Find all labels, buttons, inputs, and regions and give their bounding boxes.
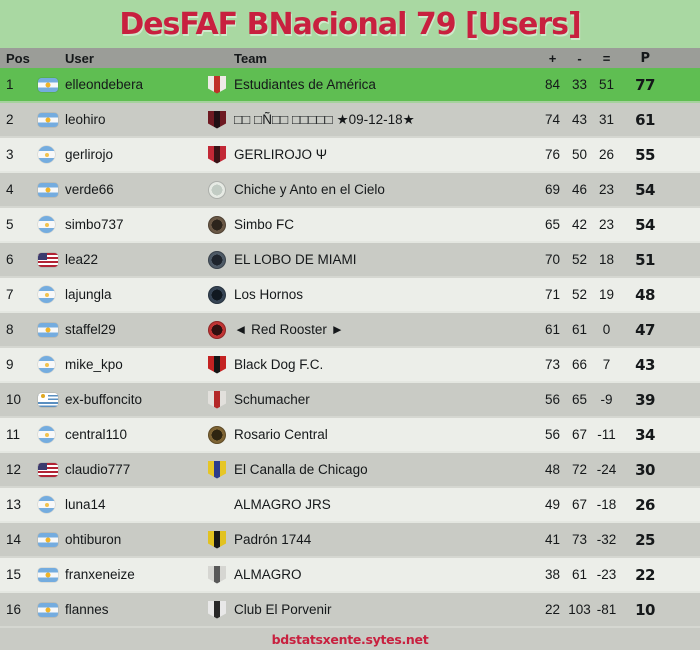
header-minus: - <box>577 50 582 66</box>
argentina-circle-flag-icon <box>38 356 55 373</box>
argentina-circle-flag-icon <box>38 216 55 233</box>
table-row <box>0 208 700 243</box>
goals-against-cell: 65 <box>571 392 588 407</box>
position-cell: 6 <box>6 252 14 267</box>
goals-against-cell: 46 <box>571 182 588 197</box>
goal-diff-cell: 23 <box>598 217 615 232</box>
goal-diff-cell: 23 <box>598 182 615 197</box>
table-row <box>0 68 700 103</box>
points-cell: 43 <box>635 355 655 374</box>
team-badge-icon <box>208 426 226 444</box>
points-cell: 30 <box>635 460 655 479</box>
goals-for-cell: 56 <box>544 427 561 442</box>
team-name-cell: EL LOBO DE MIAMI <box>234 252 357 267</box>
points-cell: 61 <box>635 110 655 129</box>
goal-diff-cell: 51 <box>598 77 615 92</box>
goal-diff-cell: -81 <box>596 602 617 617</box>
header-team: Team <box>234 50 267 66</box>
goals-against-cell: 67 <box>571 497 588 512</box>
team-badge-icon <box>208 76 226 94</box>
username-cell: central110 <box>65 427 128 442</box>
goals-against-cell: 43 <box>571 112 588 127</box>
team-badge-icon <box>208 286 226 304</box>
points-cell: 26 <box>635 495 655 514</box>
points-cell: 34 <box>635 425 655 444</box>
position-cell: 15 <box>6 567 22 582</box>
goal-diff-cell: -24 <box>596 462 617 477</box>
team-badge-icon <box>208 181 226 199</box>
position-cell: 10 <box>6 392 22 407</box>
goals-for-cell: 56 <box>544 392 561 407</box>
goal-diff-cell: 0 <box>602 322 611 337</box>
points-cell: 22 <box>635 565 655 584</box>
team-name-cell: ALMAGRO <box>234 567 302 582</box>
goals-for-cell: 65 <box>544 217 561 232</box>
points-cell: 77 <box>635 75 655 94</box>
goals-for-cell: 41 <box>544 532 561 547</box>
goals-for-cell: 70 <box>544 252 561 267</box>
team-name-cell: Padrón 1744 <box>234 532 312 547</box>
goals-for-cell: 49 <box>544 497 561 512</box>
team-badge-icon <box>208 216 226 234</box>
team-badge-icon <box>208 461 226 479</box>
team-badge-icon <box>208 531 226 549</box>
position-cell: 1 <box>6 77 14 92</box>
points-cell: 51 <box>635 250 655 269</box>
goal-diff-cell: -18 <box>596 497 617 512</box>
argentina-flag-icon <box>38 533 58 547</box>
goals-for-cell: 38 <box>544 567 561 582</box>
argentina-flag-icon <box>38 78 58 92</box>
uruguay-flag-icon <box>38 393 58 407</box>
goal-diff-cell: 7 <box>602 357 611 372</box>
team-name-cell: □□ □Ñ□□ □□□□□ ★09-12-18★ <box>234 111 415 127</box>
position-cell: 4 <box>6 182 14 197</box>
position-cell: 8 <box>6 322 14 337</box>
points-cell: 25 <box>635 530 655 549</box>
username-cell: lea22 <box>65 252 99 267</box>
argentina-circle-flag-icon <box>38 426 55 443</box>
argentina-flag-icon <box>38 183 58 197</box>
table-row <box>0 243 700 278</box>
goals-for-cell: 76 <box>544 147 561 162</box>
team-name-cell: ALMAGRO JRS <box>234 497 331 512</box>
table-row <box>0 173 700 208</box>
argentina-flag-icon <box>38 113 58 127</box>
username-cell: gerlirojo <box>65 147 114 162</box>
position-cell: 9 <box>6 357 14 372</box>
team-badge-icon <box>208 146 226 164</box>
goals-against-cell: 42 <box>571 217 588 232</box>
table-row <box>0 313 700 348</box>
username-cell: flannes <box>65 602 109 617</box>
goal-diff-cell: 26 <box>598 147 615 162</box>
goal-diff-cell: -9 <box>600 392 613 407</box>
username-cell: lajungla <box>65 287 112 302</box>
header-pos: Pos <box>6 50 30 66</box>
team-badge-icon <box>208 391 226 409</box>
team-name-cell: Los Hornos <box>234 287 304 302</box>
username-cell: luna14 <box>65 497 106 512</box>
position-cell: 5 <box>6 217 14 232</box>
team-badge-icon <box>208 251 226 269</box>
site-link[interactable]: bdstatsxente.sytes.net <box>271 631 429 647</box>
title-banner <box>0 0 700 48</box>
team-name-cell: Chiche y Anto en el Cielo <box>234 182 385 197</box>
username-cell: simbo737 <box>65 217 124 232</box>
username-cell: leohiro <box>65 112 106 127</box>
goals-for-cell: 61 <box>544 322 561 337</box>
username-cell: verde66 <box>65 182 114 197</box>
header-user: User <box>65 50 94 66</box>
argentina-flag-icon <box>38 568 58 582</box>
argentina-circle-flag-icon <box>38 286 55 303</box>
table-row <box>0 383 700 418</box>
argentina-circle-flag-icon <box>38 496 55 513</box>
header-equal: = <box>602 50 611 66</box>
position-cell: 16 <box>6 602 22 617</box>
table-row <box>0 418 700 453</box>
argentina-flag-icon <box>38 323 58 337</box>
team-name-cell: Rosario Central <box>234 427 328 442</box>
username-cell: ex-buffoncito <box>65 392 143 407</box>
goal-diff-cell: -11 <box>597 427 616 442</box>
team-badge-icon <box>208 601 226 619</box>
usa-flag-icon <box>38 253 58 267</box>
points-cell: 48 <box>635 285 655 304</box>
goals-against-cell: 66 <box>571 357 588 372</box>
usa-flag-icon <box>38 463 58 477</box>
team-name-cell: GERLIROJO Ψ <box>234 147 328 162</box>
goals-for-cell: 73 <box>544 357 561 372</box>
header-points: P <box>640 50 650 66</box>
goals-for-cell: 84 <box>544 77 561 92</box>
table-row <box>0 523 700 558</box>
goal-diff-cell: -32 <box>596 532 617 547</box>
goals-against-cell: 103 <box>568 602 591 617</box>
goals-against-cell: 52 <box>571 252 588 267</box>
points-cell: 39 <box>635 390 655 409</box>
page-title: DesFAF BNacional 79 [Users] <box>119 6 581 42</box>
team-name-cell: ◄ Red Rooster ► <box>234 322 345 337</box>
goal-diff-cell: 31 <box>598 112 615 127</box>
goals-for-cell: 69 <box>544 182 561 197</box>
table-row <box>0 348 700 383</box>
team-name-cell: El Canalla de Chicago <box>234 462 368 477</box>
table-row <box>0 488 700 523</box>
goals-against-cell: 61 <box>571 567 588 582</box>
username-cell: claudio777 <box>65 462 131 477</box>
goals-for-cell: 22 <box>544 602 561 617</box>
table-row <box>0 453 700 488</box>
goals-against-cell: 61 <box>571 322 588 337</box>
team-name-cell: Black Dog F.C. <box>234 357 324 372</box>
team-badge-icon <box>208 111 226 129</box>
points-cell: 54 <box>635 215 655 234</box>
goals-against-cell: 50 <box>571 147 588 162</box>
table-row <box>0 278 700 313</box>
points-cell: 47 <box>635 320 655 339</box>
team-badge-icon <box>208 356 226 374</box>
position-cell: 3 <box>6 147 14 162</box>
goals-against-cell: 73 <box>571 532 588 547</box>
goals-against-cell: 72 <box>571 462 588 477</box>
points-cell: 54 <box>635 180 655 199</box>
argentina-flag-icon <box>38 603 58 617</box>
goals-for-cell: 71 <box>544 287 561 302</box>
header-plus: + <box>548 50 557 66</box>
position-cell: 14 <box>6 532 22 547</box>
table-row <box>0 593 700 628</box>
points-cell: 55 <box>635 145 655 164</box>
team-name-cell: Simbo FC <box>234 217 295 232</box>
username-cell: mike_kpo <box>65 357 123 372</box>
position-cell: 7 <box>6 287 14 302</box>
username-cell: elleondebera <box>65 77 144 92</box>
goal-diff-cell: 19 <box>598 287 615 302</box>
team-name-cell: Estudiantes de América <box>234 77 376 92</box>
position-cell: 12 <box>6 462 22 477</box>
goals-against-cell: 33 <box>571 77 588 92</box>
argentina-circle-flag-icon <box>38 146 55 163</box>
team-badge-icon <box>208 566 226 584</box>
team-badge-icon <box>208 321 226 339</box>
table-body <box>0 68 700 628</box>
position-cell: 13 <box>6 497 22 512</box>
goals-for-cell: 74 <box>544 112 561 127</box>
goals-for-cell: 48 <box>544 462 561 477</box>
goal-diff-cell: 18 <box>598 252 615 267</box>
goal-diff-cell: -23 <box>596 567 617 582</box>
team-name-cell: Club El Porvenir <box>234 602 332 617</box>
username-cell: ohtiburon <box>65 532 122 547</box>
table-row <box>0 558 700 593</box>
position-cell: 11 <box>6 427 21 442</box>
position-cell: 2 <box>6 112 14 127</box>
table-header-row <box>0 48 700 68</box>
goals-against-cell: 52 <box>571 287 588 302</box>
goals-against-cell: 67 <box>571 427 588 442</box>
table-row <box>0 138 700 173</box>
page-footer <box>0 628 700 650</box>
points-cell: 10 <box>635 600 655 619</box>
username-cell: staffel29 <box>65 322 116 337</box>
team-name-cell: Schumacher <box>234 392 310 407</box>
table-row <box>0 103 700 138</box>
username-cell: franxeneize <box>65 567 135 582</box>
